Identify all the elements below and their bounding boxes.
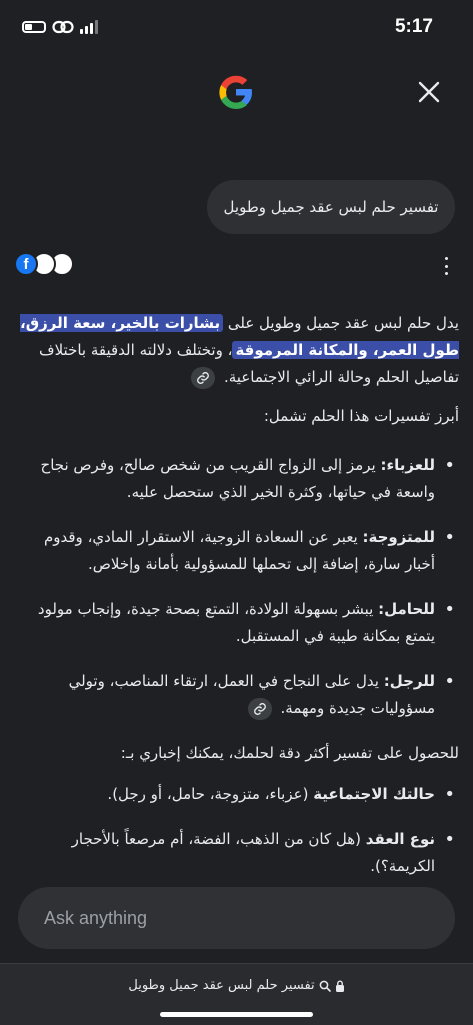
lock-icon: [335, 980, 345, 992]
home-indicator[interactable]: [160, 1012, 313, 1017]
facebook-icon[interactable]: f: [14, 252, 38, 276]
list-item: • للرجل: يدل على النجاح في العمل، ارتقاء المناصب، وتولي مسؤوليات جديدة ومهمة.: [12, 668, 459, 722]
bottom-url-bar[interactable]: [0, 963, 473, 1025]
battery-icon: [22, 21, 46, 33]
search-icon: [319, 980, 331, 992]
status-time: 5:17: [394, 16, 433, 37]
highlight-span[interactable]: بشارات بالخير، سعة الرزق، طول العمر، والمكانة المرموقة: [20, 314, 459, 359]
ask-input[interactable]: [42, 907, 455, 930]
status-bar: [0, 0, 473, 56]
answer-closing: للحصول على تفسير أكثر دقة لحلمك، يمكنك إخباري بـ:: [120, 744, 459, 762]
more-options-icon[interactable]: [443, 257, 449, 275]
questions-list: [12, 781, 459, 880]
user-query-bubble: [207, 180, 455, 234]
link-icon: [196, 371, 210, 385]
answer-intro: أبرز تفسيرات هذا الحلم تشمل:: [263, 407, 459, 425]
signal-icon: [80, 20, 98, 34]
user-query-text: تفسير حلم لبس عقد جميل وطويل: [223, 198, 439, 216]
link-chip[interactable]: [191, 367, 215, 389]
list-item: • للمتزوجة: يعبر عن السعادة الزوجية، الاستقرار المادي، وقدوم أخبار سارة، إضافة إلى تحملها للمسؤولية بأمانة وإخلاص.: [12, 524, 459, 578]
sources-row[interactable]: [14, 252, 74, 278]
close-button[interactable]: [417, 80, 441, 104]
interpretations-list: [12, 452, 459, 722]
list-item: • للحامل: يبشر بسهولة الولادة، التمتع بصحة جيدة، وإنجاب مولود يتمتع بمكانة طيبة في المستقبل.: [12, 596, 459, 650]
list-item: • نوع العقد (هل كان من الذهب، الفضة، أم مرصعاً بالأحجار الكريمة؟).: [12, 826, 459, 880]
header: [0, 64, 473, 120]
link-chip[interactable]: [248, 698, 272, 720]
url-text: تفسير حلم لبس عقد جميل وطويل: [128, 978, 315, 993]
list-item: • للعزباء: يرمز إلى الزواج القريب من شخص صالح، وفرص نجاح واسعة في حياتها، وكثرة الخير الذي ستحصل عليه.: [12, 452, 459, 506]
url-row[interactable]: [0, 978, 473, 993]
ask-bar[interactable]: [18, 887, 455, 949]
ai-answer: [12, 310, 459, 898]
status-icons: [22, 20, 98, 34]
link-icon: [52, 20, 74, 34]
list-item: • حالتك الاجتماعية (عزباء، متزوجة، حامل، أو رجل).: [12, 781, 459, 808]
link-icon: [253, 702, 267, 716]
google-logo-icon: [216, 72, 256, 112]
answer-summary: يدل حلم لبس عقد جميل وطويل على بشارات بالخير، سعة الرزق، طول العمر، والمكانة المرموقة، وتختلف دلالته الدقيقة باختلاف تفاصيل الحلم وحالة الرائي الاجتماعية.: [12, 310, 459, 391]
